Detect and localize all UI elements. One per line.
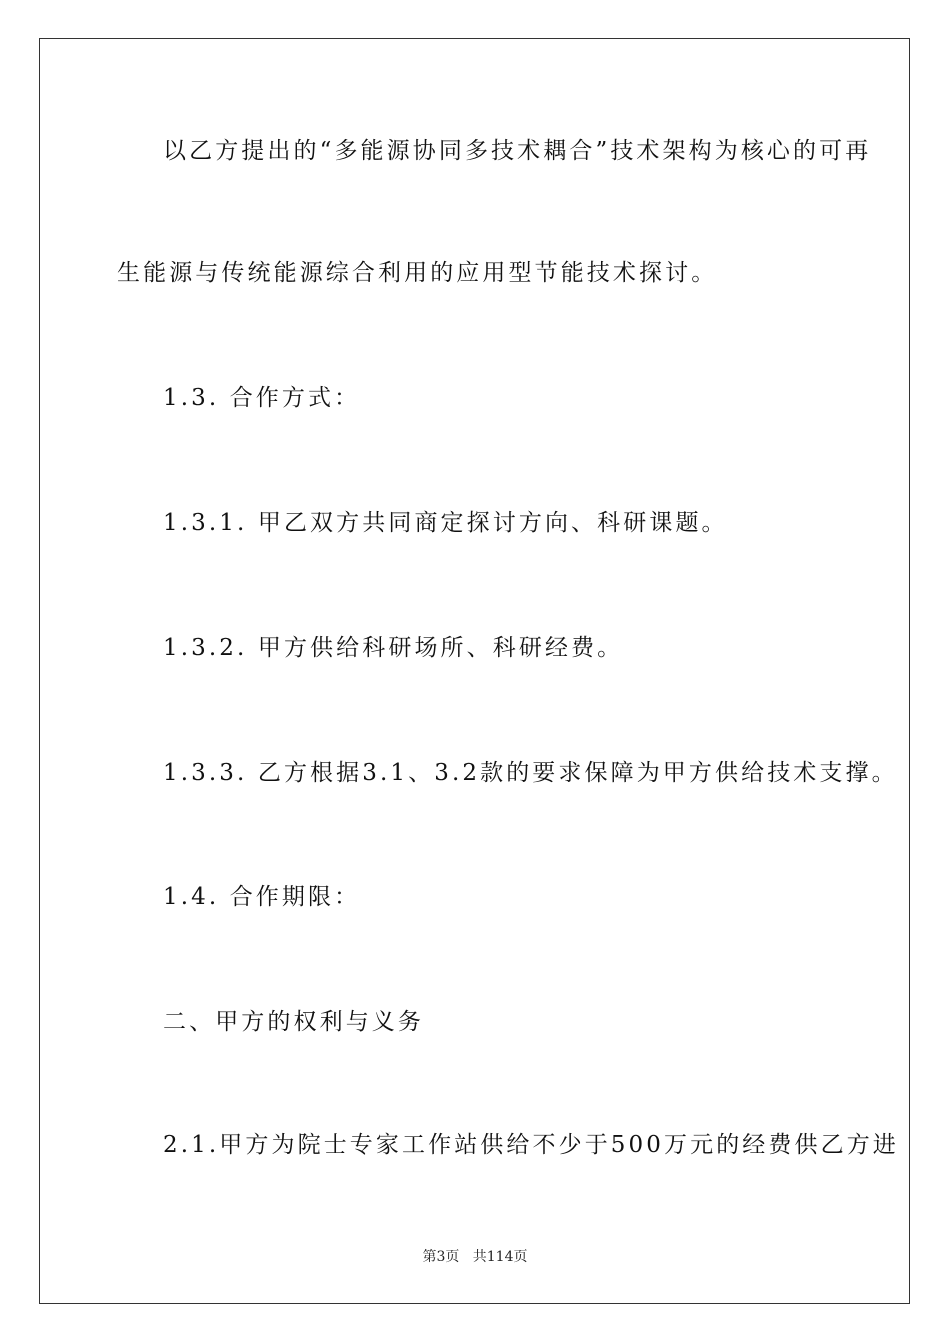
clause-1-3-2: 1.3.2. 甲方供给科研场所、科研经费。 — [163, 635, 624, 661]
paragraph-line-2: 生能源与传统能源综合利用的应用型节能技术探讨。 — [117, 260, 718, 286]
clause-2-1: 2.1.甲方为院士专家工作站供给不少于500万元的经费供乙方进 — [163, 1132, 899, 1158]
clause-1-3-1: 1.3.1. 甲乙双方共同商定探讨方向、科研课题。 — [163, 510, 728, 536]
chapter-heading-2: 二、甲方的权利与义务 — [163, 1009, 424, 1035]
section-heading-1-3: 1.3. 合作方式： — [163, 385, 361, 411]
page-border — [39, 38, 910, 1304]
section-heading-1-4: 1.4. 合作期限： — [163, 884, 361, 910]
paragraph-line-1: 以乙方提出的“多能源协同多技术耦合”技术架构为核心的可再 — [163, 138, 872, 164]
clause-1-3-3: 1.3.3. 乙方根据3.1、3.2款的要求保障为甲方供给技术支撑。 — [163, 760, 898, 786]
page-number-footer: 第3页 共114页 — [422, 1249, 528, 1265]
